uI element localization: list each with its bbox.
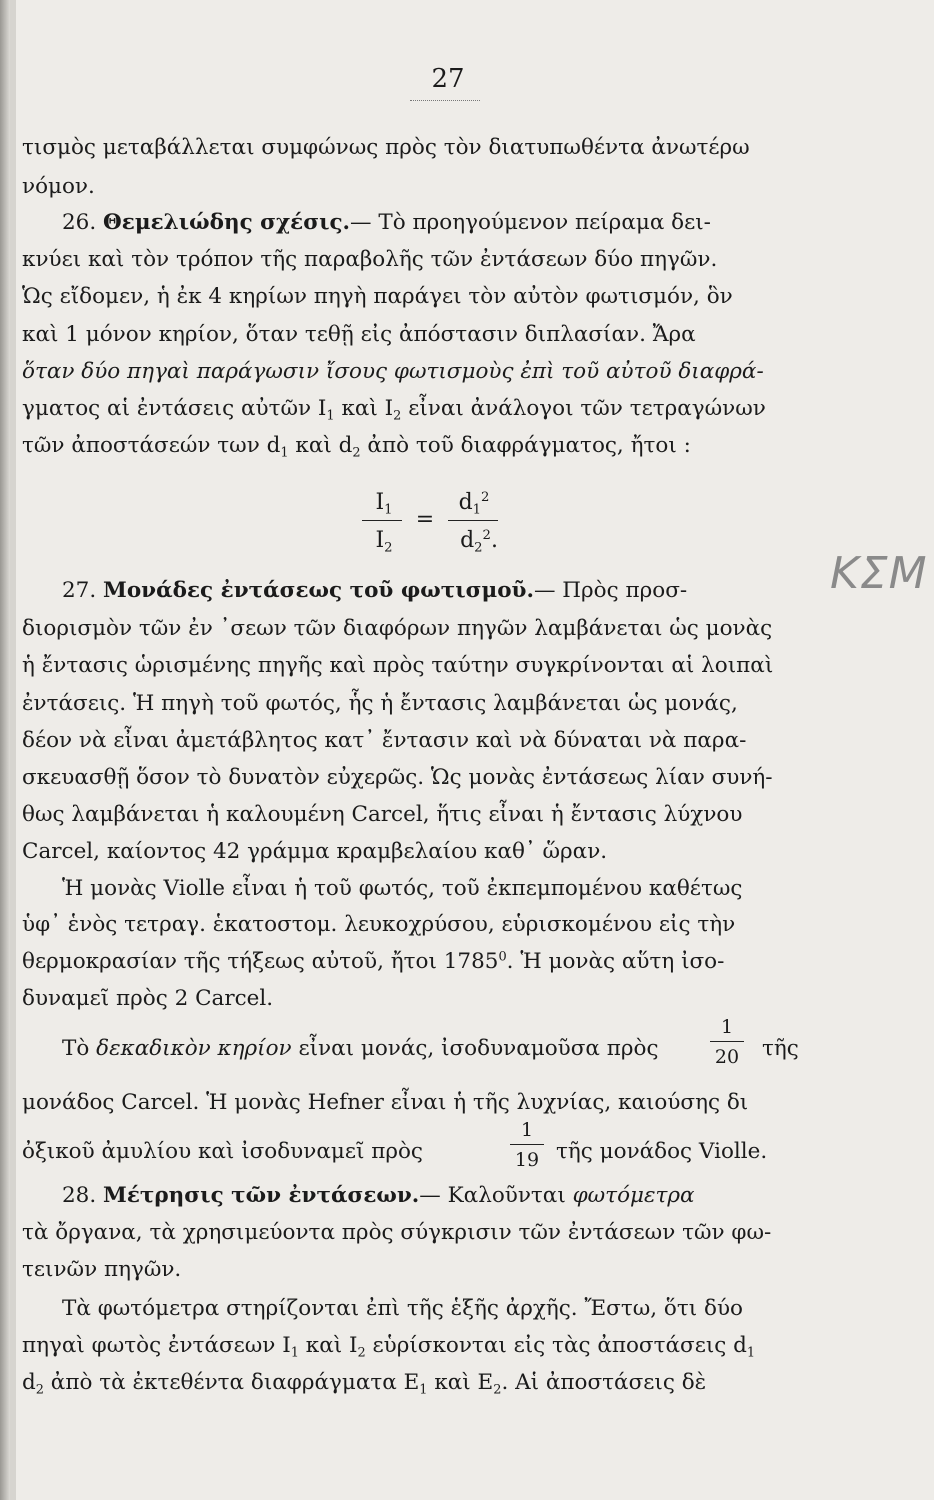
text-line: σκευασθῇ ὅσον τὸ δυνατὸν εὐχερῶς. Ὡς μονὰς ἐντάσεως λίαν συνή- bbox=[22, 765, 773, 790]
page-number: 27 bbox=[431, 64, 465, 94]
section-number: 27. bbox=[62, 578, 97, 603]
text-line: ὑφ᾿ ἑνὸς τετραγ. ἑκατοστομ. λευκοχρύσου, εὑρισκομένου εἰς τὴν bbox=[22, 912, 736, 937]
fraction-bar bbox=[510, 1144, 544, 1145]
text-line: ἐντάσεις. Ἡ πηγὴ τοῦ φωτός, ἧς ἡ ἔντασις λαμβάνεται ὡς μονάς, bbox=[22, 691, 738, 716]
text-line: Ἡ μονὰς Violle εἶναι ἡ τοῦ φωτός, τοῦ ἐκπεμπομένου καθέτως bbox=[62, 876, 743, 901]
handwritten-margin-note: ΚΣΜ bbox=[830, 548, 928, 599]
section-title: Θεμελιώδης σχέσις. bbox=[103, 210, 351, 235]
header-rule bbox=[410, 100, 480, 102]
fraction-numerator: 1 bbox=[520, 1119, 534, 1141]
text-line: Ὡς εἴδομεν, ἡ ἐκ 4 κηρίων πηγὴ παράγει τὸν αὐτὸν φωτισμόν, ὃν bbox=[22, 284, 733, 309]
section-27-heading bbox=[62, 576, 862, 606]
text-line-with-superscript: θερμοκρασίαν τῆς τήξεως αὐτοῦ, ἤτοι 1785$^0$. Ἡ μονὰς αὕτη ἰσο- bbox=[22, 949, 725, 974]
text-line: ἡ ἔντασις ὡρισμένης πηγῆς καὶ πρὸς ταύτην συγκρίνονται αἱ λοιπαὶ bbox=[22, 653, 774, 678]
fraction-denominator: 19 bbox=[514, 1149, 540, 1171]
text-line: ὀξικοῦ ἀμυλίου καὶ ἰσοδυναμεῖ πρὸς bbox=[22, 1139, 423, 1164]
text-line-with-subscripts: πηγαὶ φωτὸς ἐντάσεων $I_1$ καὶ $I_2$ εὑρίσκονται εἰς τὰς ἀποστάσεις $d_1$ bbox=[22, 1333, 756, 1361]
text-line: κνύει καὶ τὸν τρόπον τῆς παραβολῆς τῶν ἐντάσεων δύο πηγῶν. bbox=[22, 247, 718, 272]
text-line: Τὰ φωτόμετρα στηρίζονται ἐπὶ τῆς ἑξῆς ἀρχῆς. Ἔστω, ὅτι δύο bbox=[62, 1296, 743, 1321]
text-line: θως λαμβάνεται ἡ καλουμένη Carcel, ἥτις εἶναι ἡ ἔντασις λύχνου bbox=[22, 802, 743, 827]
text-line: καὶ 1 μόνον κηρίον, ὅταν τεθῇ εἰς ἀπόστασιν διπλασίαν. Ἄρα bbox=[22, 322, 696, 347]
text-line: ὅταν δύο πηγαὶ παράγωσιν ἴσους φωτισμοὺς ἐπὶ τοῦ αὐτοῦ διαφρά- bbox=[22, 359, 764, 384]
formula-denominator-right: $d_2^2$. bbox=[460, 528, 498, 556]
section-28-heading bbox=[62, 1181, 862, 1211]
fraction-bar bbox=[362, 520, 402, 521]
page-binding-shadow bbox=[10, 0, 16, 1500]
text-fragment: τῆς bbox=[762, 1036, 799, 1061]
text-line-with-subscripts: $d_2$ ἀπὸ τὰ ἐκτεθέντα διαφράγματα $E_1$ καὶ $E_2$. Αἱ ἀποστάσεις δὲ bbox=[22, 1370, 707, 1398]
page-binding-edge bbox=[0, 0, 10, 1500]
section-number: 28. bbox=[62, 1183, 97, 1208]
section-lead: — Τὸ προηγούμενον πείραμα δει- bbox=[350, 210, 711, 235]
text-line: δέον νὰ εἶναι ἀμετάβλητος κατ᾿ ἔντασιν καὶ νὰ δύναται νὰ παρα- bbox=[22, 728, 747, 753]
text-line-with-subscripts: γματος αἱ ἐντάσεις αὐτῶν $I_1$ καὶ $I_2$ εἶναι ἀνάλογοι τῶν τετραγώνων bbox=[22, 396, 766, 424]
text-line: τισμὸς μεταβάλλεται συμφώνως πρὸς τὸν διατυπωθέντα ἀνωτέρω bbox=[22, 135, 750, 160]
fraction-denominator: 20 bbox=[714, 1046, 740, 1068]
fraction-numerator: 1 bbox=[720, 1016, 734, 1038]
formula-denominator-left: $I_2$ bbox=[375, 528, 393, 556]
text-line: διορισμὸν τῶν ἐν ᾿σεων τῶν διαφόρων πηγῶν λαμβάνεται ὡς μονὰς bbox=[22, 616, 773, 641]
text-line: τεινῶν πηγῶν. bbox=[22, 1257, 182, 1282]
section-title: Μέτρησις τῶν ἐντάσεων. bbox=[103, 1183, 420, 1208]
term-photometra: φωτόμετρα bbox=[572, 1183, 695, 1208]
text-line: Carcel, καίοντος 42 γράμμα κραμβελαίου καθ᾿ ὥραν. bbox=[22, 839, 608, 864]
section-lead: — Πρὸς προσ- bbox=[533, 578, 688, 603]
text-line: μονάδος Carcel. Ἡ μονὰς Hefner εἶναι ἡ τῆς λυχνίας, καιούσης δι bbox=[22, 1090, 749, 1115]
section-26-heading bbox=[62, 208, 862, 238]
text-line: τὰ ὄργανα, τὰ χρησιμεύοντα πρὸς σύγκρισιν τῶν ἐντάσεων τῶν φω- bbox=[22, 1220, 772, 1245]
text-line-with-subscripts: τῶν ἀποστάσεών των $d_1$ καὶ $d_2$ ἀπὸ τοῦ διαφράγματος, ἤτοι : bbox=[22, 433, 691, 461]
fraction-bar bbox=[448, 520, 498, 521]
text-line: δυναμεῖ πρὸς 2 Carcel. bbox=[22, 986, 274, 1011]
section-title: Μονάδες ἐντάσεως τοῦ φωτισμοῦ. bbox=[103, 578, 534, 603]
formula-numerator-left: $I_1$ bbox=[375, 490, 393, 518]
equals-sign: = bbox=[415, 507, 435, 532]
fraction-bar bbox=[710, 1041, 744, 1042]
section-number: 26. bbox=[62, 210, 97, 235]
text-fragment: τῆς μονάδος Violle. bbox=[556, 1139, 768, 1164]
section-lead: — Καλοῦνται bbox=[419, 1183, 573, 1208]
text-line: νόμον. bbox=[22, 174, 95, 199]
formula-numerator-right: $d_1^2$ bbox=[458, 490, 490, 518]
text-line: Τὸ δεκαδικὸν κηρίον εἶναι μονάς, ἰσοδυναμοῦσα πρὸς bbox=[62, 1036, 659, 1061]
